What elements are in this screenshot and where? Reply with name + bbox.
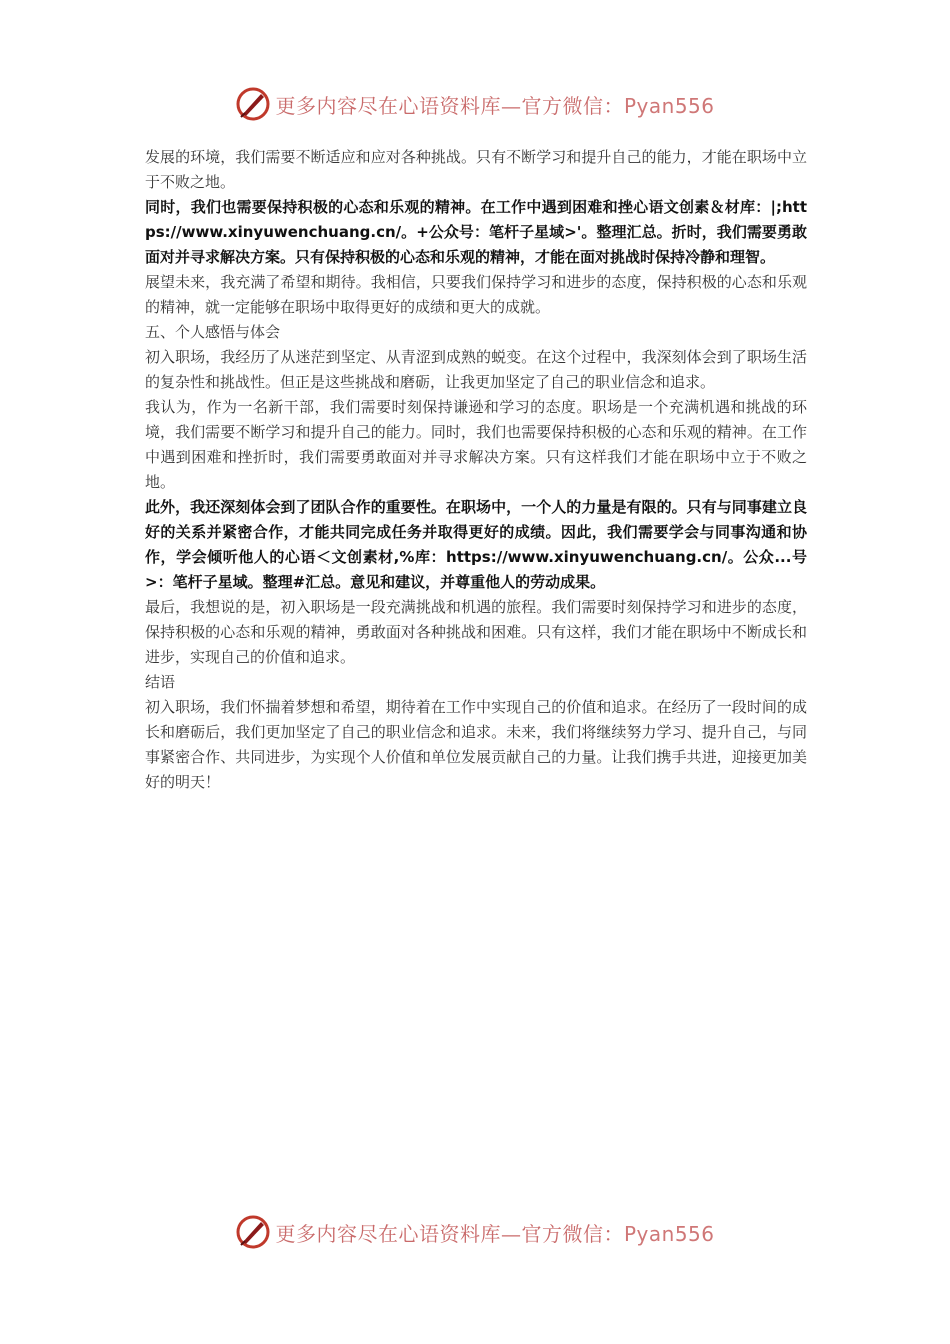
- paragraph: 展望未来，我充满了希望和期待。我相信，只要我们保持学习和进步的态度，保持积极的心态和乐观的精神，就一定能够在职场中取得更好的成绩和更大的成就。: [145, 273, 807, 316]
- quill-logo-icon: [235, 86, 271, 122]
- banner-brand: Pyan556: [623, 1221, 715, 1246]
- banner-text: 更多内容尽在心语资料库—官方微信：Pyan556: [275, 1221, 715, 1246]
- paragraph: 初入职场，我经历了从迷茫到坚定、从青涩到成熟的蜕变。在这个过程中，我深刻体会到了职场生活的复杂性和挑战性。但正是这些挑战和磨砺，让我更加坚定了自己的职业信念和追求。: [145, 348, 807, 391]
- banner-brand: Pyan556: [623, 93, 715, 118]
- paragraph-bold: 同时，我们也需要保持积极的心态和乐观的精神。在工作中遇到困难和挫心语文创素＆材库：|;https://www.xinyuwenchuang.cn/。+公众号：笔杆子星域>'。整理汇总。折时，我们需要勇敢面对并寻求解决方案。只有保持积极的心态和乐观的精神，才能在面对挑战时保持冷静和理智。: [145, 198, 807, 266]
- header-banner: [0, 84, 950, 124]
- section-heading: 五、个人感悟与体会: [145, 323, 281, 341]
- banner-text: 更多内容尽在心语资料库—官方微信：Pyan556: [275, 93, 715, 118]
- paragraph: 发展的环境，我们需要不断适应和应对各种挑战。只有不断学习和提升自己的能力，才能在职场中立于不败之地。: [145, 148, 807, 191]
- paragraph: 我认为，作为一名新干部，我们需要时刻保持谦逊和学习的态度。职场是一个充满机遇和挑战的环境，我们需要不断学习和提升自己的能力。同时，我们也需要保持积极的心态和乐观的精神。在工作中遇到困难和挫折时，我们需要勇敢面对并寻求解决方案。只有这样我们才能在职场中立于不败之地。: [145, 398, 807, 491]
- quill-logo-icon: [235, 1214, 271, 1250]
- section-heading: 结语: [145, 673, 176, 691]
- document-body: [145, 145, 807, 795]
- paragraph-bold: 此外，我还深刻体会到了团队合作的重要性。在职场中，一个人的力量是有限的。只有与同事建立良好的关系并紧密合作，才能共同完成任务并取得更好的成绩。因此，我们需要学会与同事沟通和协作，学会倾听他人的心语＜文创素材,%库：https://www.xinyuwenchuang.cn/。公众...号>：笔杆子星域。整理#汇总。意见和建议，并尊重他人的劳动成果。: [145, 498, 807, 591]
- footer-banner: [0, 1212, 950, 1252]
- paragraph: 初入职场，我们怀揣着梦想和希望，期待着在工作中实现自己的价值和追求。在经历了一段时间的成长和磨砺后，我们更加坚定了自己的职业信念和追求。未来，我们将继续努力学习、提升自己，与同事紧密合作、共同进步，为实现个人价值和单位发展贡献自己的力量。让我们携手共进，迎接更加美好的明天！: [145, 698, 807, 791]
- paragraph: 最后，我想说的是，初入职场是一段充满挑战和机遇的旅程。我们需要时刻保持学习和进步的态度，保持积极的心态和乐观的精神，勇敢面对各种挑战和困难。只有这样，我们才能在职场中不断成长和进步，实现自己的价值和追求。: [145, 598, 807, 666]
